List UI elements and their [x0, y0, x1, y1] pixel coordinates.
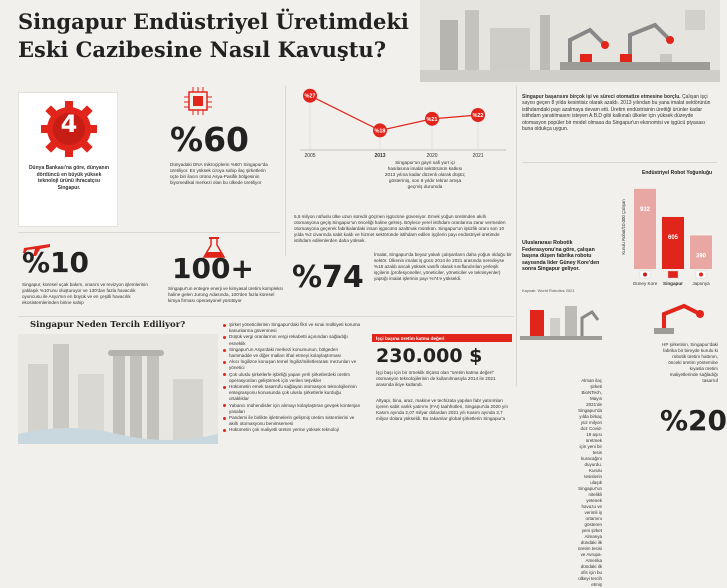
- factory-robots-icon: [420, 0, 720, 82]
- bar-value-label: 390: [695, 253, 707, 260]
- chemical-stat: [160, 234, 285, 314]
- robot-chart-caption: Uluslararası Robotik Federasyonu'na göre, çalışan başına düşen fabrika robotu sayısında lider Güney Kore'den sonra Singapur geliyor.: [522, 240, 600, 273]
- robot-arm-icon: [644, 300, 716, 336]
- line-x-tick: 2013: [374, 153, 386, 159]
- dna-stat-text: Dünyadaki DNA mikroçiplerin %60'ı Singapur'da üretiliyor. En yüksek ciroya sahip ilaç şirketlerin üçte biri ilacın ürünü Asya-Pasifik bölgesinin biyomedikal merkezi olan bu ülkede üretiliyor: [170, 162, 268, 185]
- page-title: [18, 8, 409, 64]
- value-added-value: 230.000 $: [376, 345, 483, 367]
- why-bullet: Düşük vergi oranlarının vergi rekabetti açısından sağladığı esneklik: [222, 334, 362, 346]
- aviation-stat-text: Singapur, küresel uçak bakım, onarım ve revizyon işlemlerinin yaklaşık %10'unu oluşturuyor ve 130'dan fazla havacılık oyuncusu ile Asya'nın en büyük ve en çeşitli havacılık ekosistemlerinden birine sahip: [22, 282, 148, 305]
- value-added-text1: İşçi başı için bir örneklik ölçüsü olan "üretim katma değeri" otomasyon teknolojilerinin de kullanılmasıyla 2014 ile 2021 arasında ikiye katlandı.: [376, 370, 496, 387]
- hp-text: HP şirketinin, Singapur'daki fabrika bir bireyde kurulu ki robotik üretim hattının, önceki üretim yöntemine kıyasla üretim maliyetlerinde sağladığı tasarruf: [662, 342, 718, 383]
- divider: [516, 86, 517, 386]
- divider: [522, 162, 717, 163]
- robot-density-chart: [522, 165, 720, 293]
- page-title-line1: Singapur Endüstriyel Üretimdeki: [18, 9, 409, 34]
- why-bullet: Akıcı İngilizce konuşan temel İngiliz/milletlerarası mezunları ve yönetici: [222, 359, 362, 371]
- divider: [18, 232, 280, 233]
- lab-icon: [520, 300, 602, 340]
- aviation-stat-value: %10: [22, 246, 90, 279]
- why-bullet: Şirket yöneticilerinin Singapur'daki fikri ve sınai mülkiyeti koruma kanunlarına güvenmesi: [222, 322, 362, 334]
- why-bullet: Singapur'un Asya'daki merkezi konumunun, bölgeden hammadde ve diğer malları ithal etmeyi kolaylaştırması: [222, 347, 362, 359]
- divider: [285, 86, 286, 256]
- skilled-stat-text: İmalat, Singapur'da beyaz yakalı çalışanların daha yoğun olduğu bir sektör. Ülkenin imalat iş gücü 2014 ile 2021 arasında neredeyse %18 azaldı ancak yüksek vasıflı olarak sınıflandırılan yerleşik işçilerin (profesyoneller, yöneticiler, yöneticiler ve teknisyenler) yaptığı imalat işlerinin payı %74'e yükseldi.: [374, 252, 512, 281]
- rank-number: 4: [60, 110, 78, 138]
- automation-intro: [522, 94, 717, 169]
- automation-intro-text: Çalışan işçi sayısı geçen 8 yılda kesintisiz olarak azaldı. 2013 yılından bu yana imalat sektörünün istihdamdaki payı azalmaya devam etti. Üretim endüstrisinin ürettiği ürünler kadar istihdam yaratılmasını isteyen A.B.D gibi kalkınalı ülkeler için yüksek düzeyde otomasyon popüler bir model olmasa da Singapur'un ekonomisi ve işgücü piyasası buna oldukça uygun.: [522, 94, 711, 133]
- bar-chart-title: Endüstriyel Robot Yoğunluğu: [642, 170, 713, 176]
- line-chart-svg: [292, 82, 514, 212]
- line-x-tick: 2005: [304, 153, 316, 159]
- biontech-block: [520, 300, 603, 587]
- bar-category-label: Güney Kore: [632, 281, 658, 286]
- why-bullet: Çok uluslu şirketlerle işbirliği yapan yerli şirketlerdeki üretim operasyonları geliştirmek için verilen teşvikler: [222, 372, 362, 384]
- city-illustration: [18, 334, 218, 444]
- line-series: [310, 96, 478, 131]
- skilled-stat-value: %74: [292, 260, 364, 295]
- hp-block: [604, 300, 727, 444]
- robot-chart-source: Kaynak: World Robotics 2021: [522, 288, 575, 293]
- flag-icon: [668, 271, 678, 278]
- why-bullet: Pandemi ile birlikte işletmelerin gelişmiş üretim sistemlerini ve akıllı otomasyonu benimsemesi: [222, 415, 362, 427]
- bar: [690, 235, 712, 269]
- why-bullet: Hükümetin çok maliyetli üretim yerine yüksek teknoloji: [222, 427, 362, 433]
- chemical-stat-text: Singapur'un entegre enerji ve kimyasal üretim kompleksi haline gelen Jurong Adasında, 100'den fazla küresel kimya firması operasyonel yürütüyor: [168, 286, 283, 303]
- bar-category-label: Singapur: [663, 281, 683, 286]
- aviation-stat: [18, 234, 148, 314]
- why-list: [222, 322, 362, 434]
- bar: [662, 217, 684, 269]
- line-chart-caption: 5,5 milyon nüfuslu ülke uzun süredir göçmen işgücüne güveniyor. Emek yoğun üretimden akıllı otomasyona geçiş Singapur'un önceliği haline gelmiş. Böylece yerel istihdam oranlarına zarar vermeden otomasyona geçerek fabrikalardaki insan işgücünü azaltmak mümkün. Singapur'un işsizlik oranı son 10 yılda %2 civarında sabit kaldı ve hizmet sektöründe istihdam edilen işçilerin payı endüstriyel üretimde istihdam edilenlerden daha yüksek.: [294, 214, 506, 243]
- dna-stat: [130, 86, 280, 231]
- chip-icon: [182, 86, 214, 116]
- rank-card: [18, 92, 118, 227]
- dna-stat-value: %60: [170, 120, 249, 159]
- factory-illustration: [420, 0, 720, 82]
- value-added-text2: Altyapı, bina, araz, makine ve techizata yapılan fabr yatırımları içeren sabit varlık yatırımı (FAI) taahhütleri, Singapur'da 2020 yılı Kasım ayında 2,07 milyar dolardan 2021 yılı Kasım ayında 3,7 milyar dolara yükseldi. Bu rakamlar global şirketlerin Singapur'a: [376, 398, 508, 421]
- flag-icon: [699, 273, 703, 277]
- line-point-label: %21: [426, 116, 438, 123]
- line-chart-note: Singapur'un gayri safi yurt içi hasılasına imalat sektörünün katkısı 2013 yılına kadar düzenli olarak düştü; göstermiş, son 8 yıldır tekrar artışa geçmiş durumda: [384, 160, 466, 189]
- line-x-tick: 2020: [426, 153, 438, 159]
- divider: [18, 316, 514, 317]
- chemical-stat-value: 100+: [172, 252, 254, 285]
- skilled-stat: [292, 250, 514, 312]
- rank-text: Dünya Bankası'na göre, dünyanın dördüncü en büyük yüksek teknoloji ürünü ihracatçısı Singapur.: [28, 165, 110, 191]
- line-point-label: %22: [472, 113, 484, 119]
- bar-chart-ylabel: Kurulu Robot/10.000 Çalışan: [621, 199, 626, 255]
- bar-category-label: Japonya: [692, 281, 710, 286]
- flag-icon: [643, 273, 647, 277]
- value-added-stat: [372, 334, 512, 444]
- why-bullets: [222, 322, 362, 434]
- value-added-label: İşçi başına üretim katma değeri: [376, 335, 445, 341]
- line-point-label: %27: [304, 93, 316, 100]
- bar-value-label: 605: [667, 234, 679, 241]
- why-bullet: Yabancı mühendisler için alımayı kolaylaştıran gevşek kontenjan yasaları: [222, 403, 362, 415]
- bar: [634, 189, 656, 269]
- line-point-label: %18: [374, 128, 386, 135]
- bar-chart-svg: [522, 165, 720, 293]
- hp-value: %20: [660, 404, 727, 437]
- why-title: Singapur Neden Tercih Ediliyor?: [30, 320, 186, 330]
- page-title-line2: Eski Cazibesine Nasıl Kavuştu?: [18, 37, 386, 62]
- skyline-icon: [18, 334, 218, 444]
- bar-value-label: 932: [639, 206, 651, 213]
- gdp-line-chart: [292, 82, 514, 257]
- automation-intro-bold: Singapur başarısını birçok işi ve süreci otomatize etmesine borçlu.: [522, 94, 681, 100]
- why-bullet: Hükümetin emek tasarrufu sağlayan otomasyon teknolojilerinin entegrasyonu konusunda çok uluslu şirketlerle kurduğu ortaklıklar: [222, 384, 362, 403]
- biontech-text: Alman ilaç şirketi BioNTech, Mayıs 2021'de Singapur'da yılda birkaç yüz milyon doz Covid-19 aşısı üretmek için yeni bir tesis kuracağını duyurdu. Kurulu tesislerin ulaşık Singapur'un nitelikli yetenek havuzu ve verimli iş ortamını gösteren yeni şirket Almanya dündaki ilk üretim tesisi ve Avrupa-Amerika dündaki ilk ofis için bu ülkeyi tercih etmiş: [578, 378, 603, 587]
- line-x-tick: 2021: [472, 153, 484, 159]
